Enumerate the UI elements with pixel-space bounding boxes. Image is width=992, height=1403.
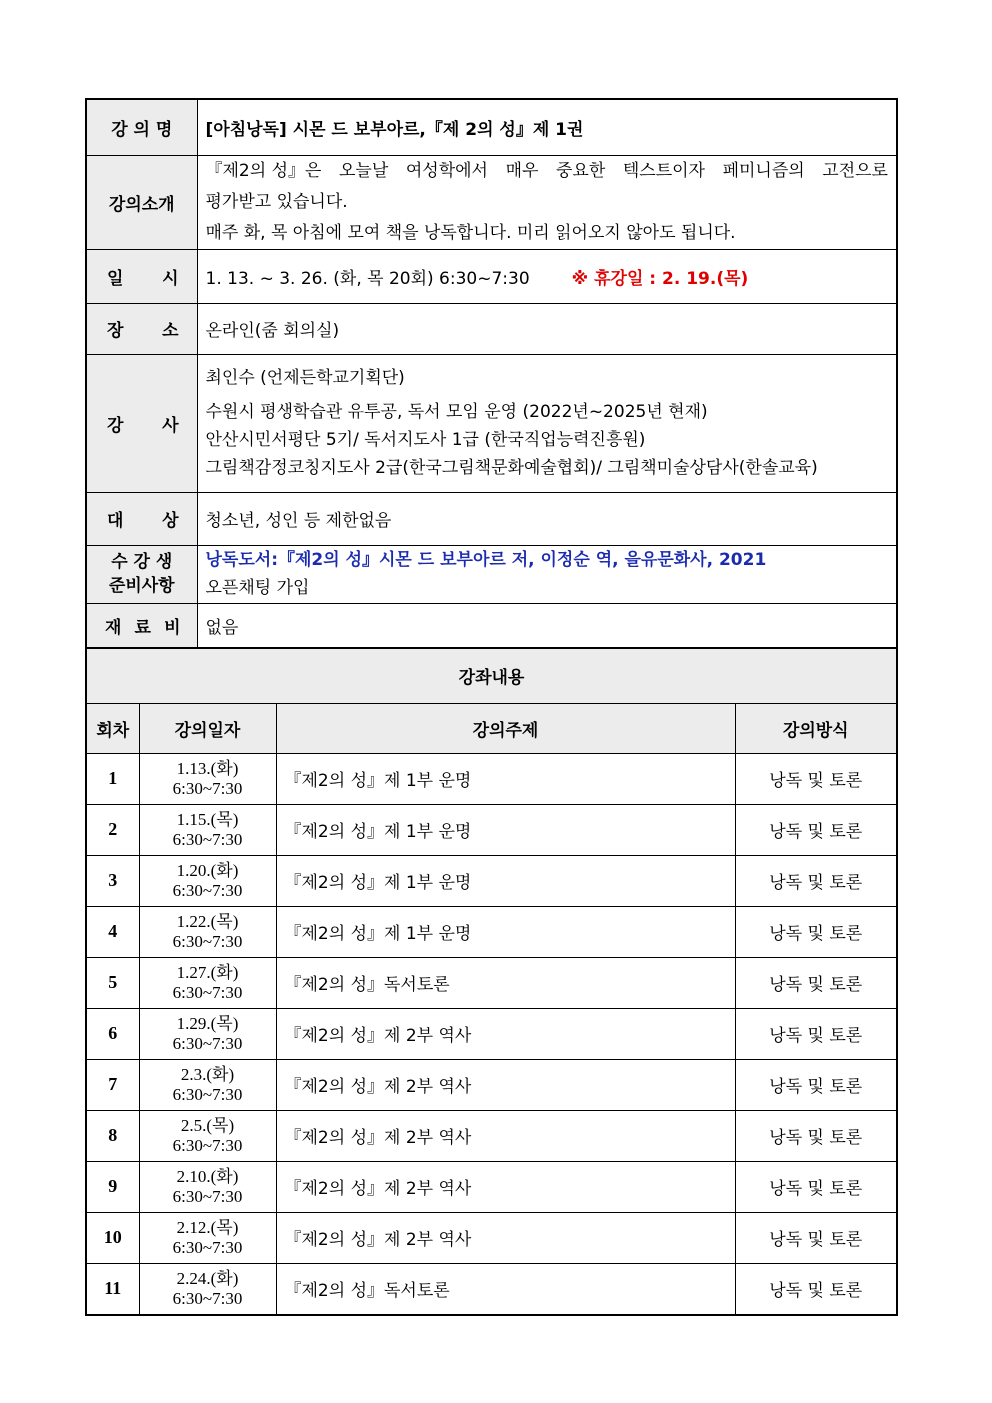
prep-label: 수 강 생 준비사항: [86, 545, 197, 603]
fee-row: [86, 603, 897, 647]
session-topic: [276, 1263, 735, 1315]
prep-row: [86, 545, 897, 603]
session-time: 6:30~7:30: [172, 982, 243, 1002]
table-row: [86, 1263, 897, 1315]
session-number: 7: [86, 1059, 139, 1110]
book-title: 『제2의 성』: [284, 1026, 384, 1046]
table-row: [86, 1161, 897, 1212]
table-row: [86, 906, 897, 957]
session-topic: [276, 1212, 735, 1263]
intro-label: 강의소개: [86, 155, 197, 249]
session-topic: [276, 957, 735, 1008]
table-row: [86, 855, 897, 906]
prep-value: [197, 545, 897, 603]
session-method: 낭독 및 토론: [735, 804, 897, 855]
fee-label: 재 료 비: [86, 603, 197, 647]
target-label: 대 상: [86, 492, 197, 545]
lecturer-line: 최인수 (언제든학교기획단): [205, 368, 405, 388]
session-time: 6:30~7:30: [172, 1237, 243, 1257]
session-number: 3: [86, 855, 139, 906]
book-title: 『제2의 성』: [284, 1077, 384, 1097]
session-number: 2: [86, 804, 139, 855]
topic-text: 제 2부 역사: [384, 1077, 472, 1097]
table-row: [86, 1059, 897, 1110]
header-date: 강의일자: [139, 703, 276, 753]
session-topic: [276, 855, 735, 906]
lecturer-line: 수원시 평생학습관 유투공, 독서 모임 운영 (2022년~2025년 현재): [205, 402, 708, 422]
intro-line-2: 평가받고 있습니다.: [205, 191, 348, 212]
session-time: 6:30~7:30: [172, 1135, 243, 1155]
session-topic: [276, 753, 735, 804]
header-method: 강의방식: [735, 703, 897, 753]
session-number: 10: [86, 1212, 139, 1263]
header-topic: 강의주제: [276, 703, 735, 753]
book-title: 『제2의 성』: [284, 924, 384, 944]
book-title: 『제2의 성』: [284, 822, 384, 842]
intro-value: [197, 155, 897, 249]
session-number: 11: [86, 1263, 139, 1315]
topic-text: 제 1부 운명: [384, 771, 472, 791]
title-row: [86, 99, 897, 155]
place-row: [86, 303, 897, 354]
session-method: 낭독 및 토론: [735, 1110, 897, 1161]
lecturer-label: 강 사: [86, 354, 197, 492]
book-title: 『제2의 성』: [284, 873, 384, 893]
session-date: [139, 906, 276, 957]
session-method: 낭독 및 토론: [735, 1212, 897, 1263]
topic-text: 제 2부 역사: [384, 1128, 472, 1148]
session-topic: [276, 1110, 735, 1161]
session-date: [139, 855, 276, 906]
session-number: 4: [86, 906, 139, 957]
session-time: 6:30~7:30: [172, 931, 243, 951]
table-row: [86, 1008, 897, 1059]
lecturer-row: [86, 354, 897, 492]
date-value: 1. 13. ~ 3. 26. (화, 목 20회) 6:30~7:30 ※ 휴강일 : 2. 19.(목): [197, 249, 897, 303]
session-date: [139, 1008, 276, 1059]
session-method: 낭독 및 토론: [735, 1059, 897, 1110]
lecture-document: [85, 98, 896, 1316]
session-date: [139, 804, 276, 855]
place-label: 장 소: [86, 303, 197, 354]
date-row: [86, 249, 897, 303]
session-day: 1.29.(목): [176, 1013, 239, 1033]
lecturer-line: 안산시민서평단 5기/ 독서지도사 1급 (한국직업능력진흥원): [205, 430, 646, 450]
schedule-rows: [86, 753, 897, 1315]
session-number: 6: [86, 1008, 139, 1059]
date-label: 일 시: [86, 249, 197, 303]
session-date: [139, 1161, 276, 1212]
session-topic: [276, 1008, 735, 1059]
prep-book: 낭독도서:『제2의 성』시몬 드 보부아르 저, 이정순 역, 을유문화사, 2021: [205, 550, 767, 570]
session-topic: [276, 804, 735, 855]
session-time: 6:30~7:30: [172, 829, 243, 849]
session-topic: [276, 1161, 735, 1212]
session-day: 2.12.(목): [176, 1217, 239, 1237]
title-label: 강 의 명: [86, 99, 197, 155]
session-method: 낭독 및 토론: [735, 1161, 897, 1212]
session-day: 1.22.(목): [176, 911, 239, 931]
session-date: [139, 1212, 276, 1263]
book-title: 『제2의 성』: [284, 975, 384, 995]
lecturer-line: 그림책감정코칭지도사 2급(한국그림책문화예술협회)/ 그림책미술상담사(한솔교육): [205, 458, 818, 478]
session-method: 낭독 및 토론: [735, 855, 897, 906]
book-title: 『제2의 성』: [284, 771, 384, 791]
schedule-column-headers: [86, 703, 897, 753]
session-time: 6:30~7:30: [172, 1288, 243, 1308]
intro-row: [86, 155, 897, 249]
session-date: [139, 1263, 276, 1315]
session-time: 6:30~7:30: [172, 1033, 243, 1053]
session-method: 낭독 및 토론: [735, 753, 897, 804]
target-value: 청소년, 성인 등 제한없음: [197, 492, 897, 545]
schedule-section-header: [86, 648, 897, 703]
session-date: [139, 957, 276, 1008]
topic-text: 제 1부 운명: [384, 924, 472, 944]
target-row: [86, 492, 897, 545]
book-title: 『제2의 성』: [284, 1179, 384, 1199]
session-date: [139, 753, 276, 804]
session-day: 1.15.(목): [176, 809, 239, 829]
session-topic: [276, 1059, 735, 1110]
intro-line-1: 『제2의 성』은 오늘날 여성학에서 매우 중요한 텍스트이자 페미니즘의 고전으로: [205, 160, 888, 181]
session-number: 5: [86, 957, 139, 1008]
table-row: [86, 1212, 897, 1263]
topic-text: 독서토론: [384, 975, 450, 995]
session-date: [139, 1059, 276, 1110]
session-number: 9: [86, 1161, 139, 1212]
lecturer-value: [197, 354, 897, 492]
book-title: 『제2의 성』: [284, 1230, 384, 1250]
session-time: 6:30~7:30: [172, 1186, 243, 1206]
fee-value: 없음: [197, 603, 897, 647]
topic-text: 제 2부 역사: [384, 1179, 472, 1199]
place-value: 온라인(줌 회의실): [197, 303, 897, 354]
table-row: [86, 957, 897, 1008]
session-day: 2.24.(화): [176, 1268, 239, 1288]
session-topic: [276, 906, 735, 957]
holiday-notice: ※ 휴강일 : 2. 19.(목): [571, 268, 749, 289]
session-time: 6:30~7:30: [172, 1084, 243, 1104]
topic-text: 제 2부 역사: [384, 1026, 472, 1046]
session-method: 낭독 및 토론: [735, 1008, 897, 1059]
table-row: [86, 1110, 897, 1161]
header-no: 회차: [86, 703, 139, 753]
schedule-table: [85, 648, 898, 1316]
session-method: 낭독 및 토론: [735, 906, 897, 957]
session-day: 1.20.(화): [176, 860, 239, 880]
session-method: 낭독 및 토론: [735, 957, 897, 1008]
table-row: [86, 753, 897, 804]
session-day: 1.27.(화): [176, 962, 239, 982]
book-title: 『제2의 성』: [284, 1281, 384, 1301]
schedule-section-title: 강좌내용: [86, 648, 897, 703]
table-row: [86, 804, 897, 855]
prep-chat: 오픈채팅 가입: [205, 578, 310, 598]
book-title: 『제2의 성』: [284, 1128, 384, 1148]
info-table: [85, 98, 898, 648]
session-method: 낭독 및 토론: [735, 1263, 897, 1315]
session-time: 6:30~7:30: [172, 778, 243, 798]
title-value: [아침낭독] 시몬 드 보부아르,『제 2의 성』제 1권: [197, 99, 897, 155]
session-number: 1: [86, 753, 139, 804]
session-day: 2.5.(목): [180, 1115, 235, 1135]
session-number: 8: [86, 1110, 139, 1161]
topic-text: 독서토론: [384, 1281, 450, 1301]
topic-text: 제 2부 역사: [384, 1230, 472, 1250]
session-time: 6:30~7:30: [172, 880, 243, 900]
topic-text: 제 1부 운명: [384, 822, 472, 842]
intro-line-3: 매주 화, 목 아침에 모여 책을 낭독합니다. 미리 읽어오지 않아도 됩니다.: [205, 222, 736, 243]
session-day: 2.3.(화): [180, 1064, 235, 1084]
session-date: [139, 1110, 276, 1161]
session-day: 2.10.(화): [176, 1166, 239, 1186]
session-day: 1.13.(화): [176, 758, 239, 778]
topic-text: 제 1부 운명: [384, 873, 472, 893]
